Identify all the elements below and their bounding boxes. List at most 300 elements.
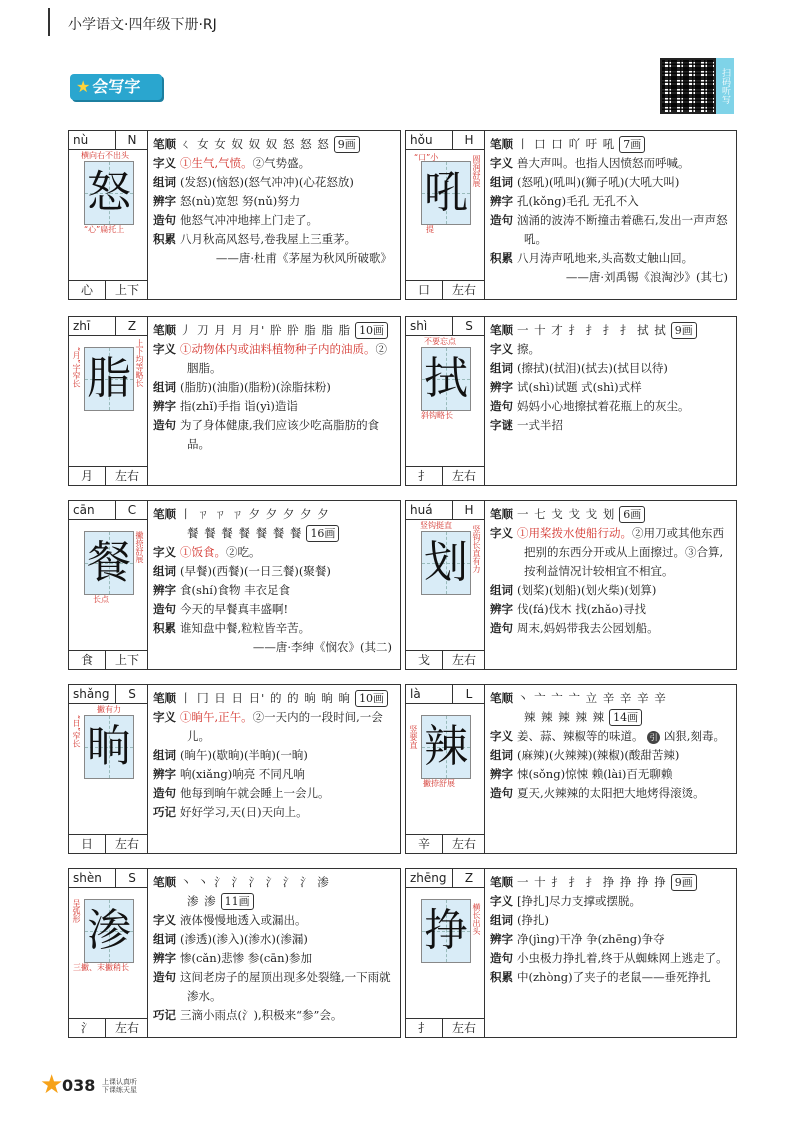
stroke-count: 6画 [619,506,645,523]
char-card [68,500,401,670]
writing-grid [84,531,134,595]
char-card [405,684,737,854]
char-card [405,868,737,1038]
char-details [490,135,732,287]
words-row [153,562,396,581]
stroke-order: ㄑ 女 女 奴 奴 奴 怒 怒 怒 [180,137,330,151]
char-card [405,316,737,486]
character: 晌 [87,721,131,772]
char-details [153,689,396,822]
label-order: 笔顺 [490,507,513,521]
label-distinguish: 辨字 [490,380,513,394]
label-tip: 巧记 [153,1008,176,1022]
pinyin-row [406,501,484,520]
section-tag-label: 会写字 [92,77,141,96]
distinguish: 伐(fá)伐木 找(zhǎo)寻找 [517,602,646,616]
star-icon: ★ [76,77,91,96]
distinguish: 孔(kǒng)毛孔 无孔不入 [517,194,639,208]
stroke-count: 16画 [306,525,339,542]
label-sentence: 造句 [153,970,176,984]
words: (划桨)(划船)(划火柴)(划算) [517,583,657,597]
label-words: 组词 [153,564,176,578]
char-card [68,130,401,300]
char-panel [69,317,148,485]
words-row [490,746,732,765]
radical-row [406,1018,484,1037]
char-details [153,873,396,1025]
slogan-line1: 上课认真听 [102,1078,137,1086]
sentence: 他每到晌午就会睡上一会儿。 [180,786,330,800]
pinyin-row [406,869,484,888]
pinyin: cān [73,503,95,517]
accumulate-row [490,249,732,268]
sentence-row [153,968,396,1006]
distinguish-row [490,192,732,211]
index-letter: Z [115,317,148,335]
label-distinguish: 辨字 [490,602,513,616]
radical-row [69,650,147,669]
character: 吼 [424,167,468,218]
slogan-line2: 下课练天星 [102,1086,137,1094]
pinyin: nù [73,133,89,147]
label-distinguish: 辨字 [490,767,513,781]
label-distinguish: 辨字 [153,583,176,597]
stroke-order-row [153,321,396,340]
stroke-order-row [490,689,732,708]
radical-row [406,834,484,853]
label-words: 组词 [153,932,176,946]
label-order: 笔顺 [153,875,176,889]
label-sentence: 造句 [153,418,176,432]
label-meaning: 字义 [490,894,513,908]
stroke-order: 丿 刀 月 月 月' 肸 肸 脂 脂 脂 [180,323,352,337]
sentence: 妈妈小心地擦拭着花瓶上的灰尘。 [517,399,690,413]
label-sentence: 造句 [490,621,513,635]
meaning-row [490,340,732,359]
distinguish-row [153,397,396,416]
stroke-order: 一 七 戈 戈 戈 划 [517,507,616,521]
sentence-row [153,600,396,619]
stroke-order-row-2 [490,708,732,727]
character: 餐 [87,537,131,588]
stroke-order: 一 十 扌 扌 扌 挣 挣 挣 挣 [517,875,667,889]
stroke-order-row-2 [153,524,396,543]
distinguish: 怒(nù)宽恕 努(nǔ)努力 [180,194,301,208]
tip: 三滴小雨点(氵),积极来“参”会。 [180,1008,343,1022]
writing-grid [421,715,471,779]
label-meaning: 字义 [153,913,176,927]
words: (早餐)(西餐)(一日三餐)(聚餐) [180,564,331,578]
index-letter: N [115,131,148,149]
pinyin-row [69,317,147,336]
sentence-row [153,416,396,454]
writing-grid [421,899,471,963]
words-row [490,581,732,600]
label-sentence: 造句 [153,786,176,800]
label-meaning: 字义 [490,342,513,356]
label-accumulate: 积累 [153,232,176,246]
stroke-order: 丨 冂 日 日 日' 的 的 晌 晌 晌 [180,691,352,705]
radical-row [406,650,484,669]
character: 划 [424,537,468,588]
words: (晌午)(歇晌)(半晌)(一晌) [180,748,308,762]
words-row [153,173,396,192]
char-details [490,873,732,987]
tip: 好好学习,天(日)天向上。 [180,805,308,819]
char-panel [69,501,148,669]
index-letter: S [452,317,485,335]
pinyin: zhēng [410,871,447,885]
label-order: 笔顺 [153,507,176,521]
section-tag [70,74,162,100]
stroke-tip: 撇捺舒展 [423,779,455,788]
stroke-tip: “口”小 [414,153,439,162]
stroke-order-row [153,689,396,708]
distinguish-row [490,378,732,397]
label-distinguish: 辨字 [153,194,176,208]
accumulate: 八月涛声吼地来,头高数丈触山回。 [517,251,694,265]
radical: 辛 [417,837,430,851]
meaning-row [490,727,732,746]
meaning: 姜、蒜、辣椒等的味道。 [517,729,644,743]
stroke-tip: 竖钩长直有力 [472,525,481,573]
label-sentence: 造句 [153,602,176,616]
distinguish-row [153,765,396,784]
label-meaning: 字义 [153,156,176,170]
distinguish-row [153,581,396,600]
stroke-tip: 横向右不出头 [81,151,129,160]
pinyin: shǎng [73,687,110,701]
label-meaning: 字义 [153,545,176,559]
stroke-count: 14画 [609,709,642,726]
char-card [68,868,401,1038]
stroke-tip: “日”窄长 [72,715,81,748]
meaning-part: ②吃。 [226,545,261,559]
sentence-row [490,784,732,803]
character: 拭 [424,353,468,404]
character: 渗 [87,905,131,956]
stroke-order: 丨 口 口 吖 吁 吼 [517,137,616,151]
label-sentence: 造句 [490,786,513,800]
header-divider [48,8,50,36]
sentence: 汹涌的波涛不断撞击着礁石,发出一声声怒吼。 [517,213,728,246]
label-words: 组词 [490,361,513,375]
label-tip: 巧记 [153,805,176,819]
label-words: 组词 [490,913,513,927]
radical: 氵 [80,1021,93,1035]
sentence: 为了身体健康,我们应该少吃高脂肪的食品。 [180,418,380,451]
radical-row [406,466,484,485]
radical: 心 [80,283,93,297]
index-letter: C [115,501,148,519]
char-panel [406,317,485,485]
accumulate-row [490,968,732,987]
structure: 左右 [442,467,485,485]
structure: 左右 [442,835,485,853]
char-details [153,321,396,454]
stroke-order-row [153,135,396,154]
stroke-order-row [153,505,396,524]
stroke-order-row [490,873,732,892]
structure: 左右 [442,1019,485,1037]
sentence-row [153,211,396,230]
words: (发怒)(恼怒)(怒气冲冲)(心花怒放) [180,175,354,189]
label-words: 组词 [153,175,176,189]
label-meaning: 字义 [490,526,513,540]
label-meaning: 字义 [153,710,176,724]
words: (擦拭)(拭泪)(拭去)(拭目以待) [517,361,668,375]
stroke-count: 9画 [671,874,697,891]
stroke-tip: 不要忘点 [424,337,456,346]
writing-grid [84,715,134,779]
words-row [490,911,732,930]
radical: 日 [80,837,93,851]
char-panel [406,501,485,669]
label-words: 组词 [490,175,513,189]
distinguish: 净(jìng)干净 争(zhēng)争夺 [517,932,665,946]
stroke-tip: 呈弧形 [72,899,81,923]
stroke-tip: 横长出头 [472,903,481,935]
sentence: 这间老房子的屋顶出现多处裂缝,一下雨就渗水。 [180,970,391,1003]
character: 挣 [424,905,468,956]
char-panel [406,131,485,299]
meaning-row [153,708,396,746]
stroke-count: 11画 [221,893,254,910]
words-row [153,378,396,397]
tip-row [153,1006,396,1025]
meaning-part: ③合算,按利益情况计较相宜不相宜。 [524,545,724,578]
label-distinguish: 辨字 [490,932,513,946]
label-order: 笔顺 [490,137,513,151]
words: (渗透)(渗入)(渗水)(渗漏) [180,932,308,946]
label-order: 笔顺 [490,691,513,705]
label-order: 笔顺 [490,875,513,889]
distinguish: 悚(sǒng)惊悚 赖(lài)百无聊赖 [517,767,673,781]
riddle: 一式半招 [517,418,563,432]
sentence-row [490,949,732,968]
label-order: 笔顺 [153,323,176,337]
label-sentence: 造句 [490,213,513,227]
radical: 扌 [417,1021,430,1035]
label-sentence: 造句 [490,399,513,413]
writing-grid [421,531,471,595]
label-words: 组词 [490,583,513,597]
writing-grid [84,899,134,963]
char-details [490,505,732,638]
distinguish-row [490,765,732,784]
sentence: 小虫极力挣扎着,终于从蜘蛛网上逃走了。 [517,951,728,965]
pinyin-row [69,501,147,520]
radical-row [69,466,147,485]
stroke-tip: 三撇、末撇稍长 [73,963,129,972]
meaning-row [153,543,396,562]
accumulate-row [153,619,396,638]
meaning-part: ①用桨拨水使船行动。 [517,526,632,540]
page-number: 038 [62,1076,96,1095]
stroke-tip: 斜钩略长 [421,411,453,420]
stroke-order: 丨 ㄗ ㄗ ㄗ 夕 夕 夕 夕 夕 [180,507,330,521]
words: (麻辣)(火辣辣)(辣椒)(酸甜苦辣) [517,748,680,762]
stroke-tip: 圆润舒展 [472,155,481,187]
radical-row [69,1018,147,1037]
stroke-count: 10画 [355,690,388,707]
radical-row [406,280,484,299]
label-order: 笔顺 [153,137,176,151]
page-star-icon: ★ [40,1070,64,1100]
distinguish: 惨(cǎn)悲惨 参(cān)参加 [180,951,313,965]
stroke-tip: 上下均等略长 [135,339,144,387]
label-distinguish: 辨字 [153,767,176,781]
meaning-part: ②胭脂。 [187,342,387,375]
pinyin-row [69,869,147,888]
pinyin: zhī [73,319,91,333]
char-panel [406,685,485,853]
meaning-part: ①饭食。 [180,545,226,559]
citation: ——唐·杜甫《茅屋为秋风所破歌》 [215,251,392,265]
label-distinguish: 辨字 [153,399,176,413]
pinyin-row [406,131,484,150]
distinguish-row [490,930,732,949]
tip-row [153,803,396,822]
label-accumulate: 积累 [490,251,513,265]
words: (挣扎) [517,913,549,927]
stroke-tip: 长点 [93,595,109,604]
pinyin: huá [410,503,433,517]
label-sentence: 造句 [153,213,176,227]
distinguish: 响(xiǎng)响亮 不同凡响 [180,767,305,781]
label-accumulate: 积累 [490,970,513,984]
page-header-title: 小学语文·四年级下册·RJ [68,17,217,33]
structure: 左右 [105,1019,148,1037]
label-distinguish: 辨字 [153,951,176,965]
riddle-row [490,416,732,435]
words-row [153,930,396,949]
stroke-tip: 提 [426,225,434,234]
stroke-count: 7画 [619,136,645,153]
stroke-tip: “月”字窄长 [72,347,81,388]
stroke-count: 10画 [355,322,388,339]
stroke-order-2: 辣 辣 辣 辣 辣 [524,710,606,724]
distinguish-row [153,949,396,968]
stroke-order-row [153,873,396,892]
char-details [490,321,732,435]
distinguish-row [153,192,396,211]
char-panel [69,869,148,1037]
stroke-order-row [490,135,732,154]
meaning-part: ①晌午,正午。 [180,710,253,724]
sentence: 周末,妈妈带我去公园划船。 [517,621,659,635]
sentence-row [153,784,396,803]
index-letter: S [115,869,148,887]
accumulate: 中(zhòng)了夹子的老鼠——垂死挣扎 [517,970,711,984]
label-meaning: 字义 [153,342,176,356]
label-order: 笔顺 [490,323,513,337]
meaning-row [490,154,732,173]
meaning-part: ①生气,气愤。 [180,156,253,170]
distinguish: 指(zhǐ)手指 诣(yì)造诣 [180,399,298,413]
qr-code-icon[interactable] [660,58,716,114]
character: 怒 [87,167,131,218]
char-card [405,500,737,670]
index-letter: L [452,685,485,703]
radical: 戈 [417,653,430,667]
stroke-tip: 撇捺舒展 [135,531,144,563]
distinguish: 试(shì)试题 式(shì)式样 [517,380,642,394]
structure: 左右 [105,467,148,485]
meaning-extra: 凶狠,刻毒。 [663,729,725,743]
stroke-order-row-2 [153,892,396,911]
citation: ——唐·李绅《悯农》(其二) [252,640,392,654]
label-riddle: 字谜 [490,418,513,432]
distinguish-row [490,600,732,619]
stroke-order: 一 十 才 扌 扌 扌 扌 拭 拭 [517,323,667,337]
stroke-order-row [490,321,732,340]
structure: 左右 [442,651,485,669]
stroke-order-row [490,505,732,524]
extended-meaning-icon: 引 [647,731,660,744]
char-card [68,316,401,486]
index-letter: H [452,131,485,149]
pinyin-row [69,131,147,150]
words-row [490,359,732,378]
radical: 月 [80,469,93,483]
meaning-part: ①动物体内或油料植物种子内的油质。 [180,342,376,356]
meaning-row [490,524,732,581]
label-sentence: 造句 [490,951,513,965]
stroke-tip: 竖要直 [409,725,418,749]
writing-grid [421,347,471,411]
sentence-row [490,619,732,638]
character: 脂 [87,353,131,404]
label-distinguish: 辨字 [490,194,513,208]
stroke-order-2: 渗 渗 [187,894,217,908]
char-card [405,130,737,300]
stroke-order: 丶 亠 亠 亠 立 辛 辛 辛 辛 [517,691,667,705]
sentence: 夏天,火辣辣的太阳把大地烤得滚烫。 [517,786,705,800]
char-details [490,689,732,803]
pinyin-row [69,685,147,704]
stroke-tip: 撇有力 [97,705,121,714]
index-letter: Z [452,869,485,887]
meaning-row [490,892,732,911]
stroke-count: 9画 [334,136,360,153]
citation: ——唐·刘禹锡《浪淘沙》(其七) [565,270,728,284]
sentence-row [490,397,732,416]
radical: 口 [417,283,430,297]
pinyin: là [410,687,421,701]
char-panel [69,685,148,853]
meaning-part: ②用刀或其他东西把别的东西分开或从上面擦过。 [524,526,724,559]
words: (脂肪)(油脂)(脂粉)(涂脂抹粉) [180,380,331,394]
pinyin: shì [410,319,428,333]
label-accumulate: 积累 [153,621,176,635]
label-meaning: 字义 [490,729,513,743]
index-letter: H [452,501,485,519]
radical: 扌 [417,469,430,483]
sentence: 今天的早餐真丰盛啊! [180,602,289,616]
index-letter: S [115,685,148,703]
character: 辣 [424,721,468,772]
accumulate: 谁知盘中餐,粒粒皆辛苦。 [180,621,311,635]
char-details [153,135,396,268]
writing-grid [421,161,471,225]
char-panel [69,131,148,299]
accumulate-row [153,230,396,249]
meaning: 擦。 [517,342,540,356]
stroke-order-2: 餐 餐 餐 餐 餐 餐 餐 [187,526,303,540]
writing-grid [84,347,134,411]
structure: 上下 [105,281,148,299]
